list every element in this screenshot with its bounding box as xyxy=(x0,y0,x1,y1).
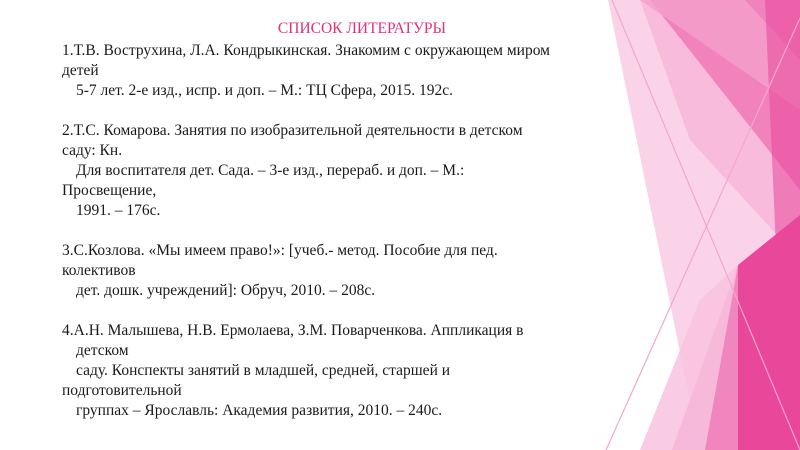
entry-line: колективов xyxy=(62,262,136,279)
bibliography-entry-1 xyxy=(62,41,602,101)
entry-line: детей xyxy=(62,62,99,79)
entry-line: 1991. – 176с. xyxy=(76,202,161,219)
entry-line: 3.С.Козлова. «Мы имеем право!»: [учеб.- метод. Пособие для пед. xyxy=(62,242,498,259)
entry-line: дет. дошк. учреждений]: Обруч, 2010. – 208с. xyxy=(76,282,376,299)
bibliography xyxy=(62,19,602,421)
entry-line: подготовительной xyxy=(62,382,182,399)
entry-line: 2.Т.С. Комарова. Занятия по изобразительной деятельности в детском xyxy=(62,122,523,139)
entry-line: группах – Ярославль: Академия развития, 2010. – 240с. xyxy=(76,402,443,419)
entry-line: саду: Кн. xyxy=(62,142,123,159)
entry-line: Для воспитателя дет. Сада. – 3-е изд., перераб. и доп. – М.: xyxy=(76,162,465,179)
bibliography-entry-2 xyxy=(62,121,602,221)
entry-line: 4.А.Н. Малышева, Н.В. Ермолаева, З.М. Поварченкова. Аппликация в xyxy=(62,322,524,339)
bibliography-entry-4 xyxy=(62,321,602,421)
page-title: СПИСОК ЛИТЕРАТУРЫ xyxy=(277,20,447,37)
bibliography-entry-3 xyxy=(62,241,602,301)
entry-line: саду. Конспекты занятий в младшей, средней, старшей и xyxy=(76,362,451,379)
entry-line: 5-7 лет. 2-е изд., испр. и доп. – М.: ТЦ Сфера, 2015. 192с. xyxy=(76,82,454,99)
entry-line: детском xyxy=(76,342,129,359)
entry-line: Просвещение, xyxy=(62,182,157,199)
entry-line: 1.Т.В. Вострухина, Л.А. Кондрыкинская. Знакомим с окружающем миром xyxy=(62,42,550,59)
